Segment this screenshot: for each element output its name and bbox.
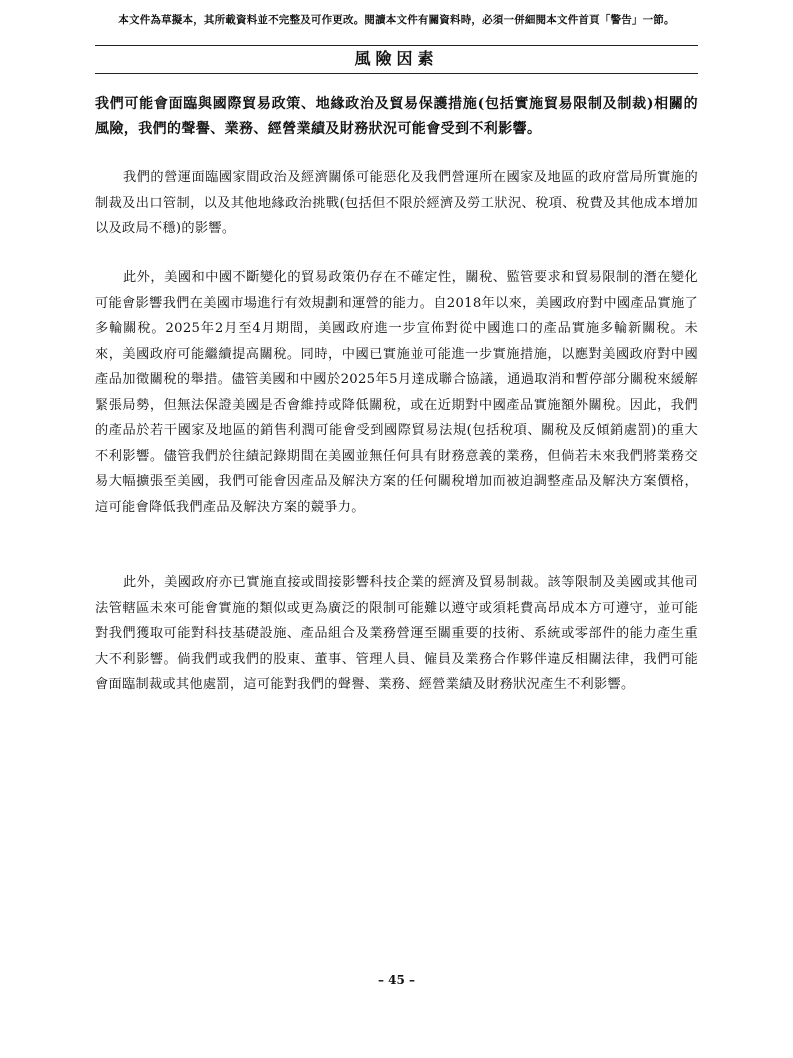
paragraph-2: 此外，美國和中國不斷變化的貿易政策仍存在不確定性，關稅、監管要求和貿易限制的潛在變化可能會影響我們在美國市場進行有效規劃和運營的能力。自2018年以來，美國政府對中國產品實施了多輪關稅。2025年2月至4月期間，美國政府進一步宣佈對從中國進口的產品實施多輪新關稅。未來，美國政府可能繼續提高關稅。同時，中國已實施並可能進一步實施措施，以應對美國政府對中國產品加徵關稅的舉措。儘管美國和中國於2025年5月達成聯合協議，通過取消和暫停部分關稅來緩解緊張局勢，但無法保證美國是否會維持或降低關稅，或在近期對中國產品實施額外關稅。因此，我們的產品於若干國家及地區的銷售利潤可能會受到國際貿易法規(包括稅項、關稅及反傾銷處罰)的重大不利影響。儘管我們於往績記錄期間在美國並無任何具有財務意義的業務，但倘若未來我們將業務交易大幅擴張至美國，我們可能會因產品及解決方案的任何關稅增加而被迫調整產品及解決方案價格，這可能會降低我們產品及解決方案的競爭力。 bbox=[95, 270, 698, 515]
paragraph-3: 此外，美國政府亦已實施直接或間接影響科技企業的經濟及貿易制裁。該等限制及美國或其他司法管轄區未來可能會實施的類似或更為廣泛的限制可能難以遵守或須耗費高昂成本方可遵守，並可能對我們獲取可能對科技基礎設施、產品組合及業務營運至關重要的技術、系統或零部件的能力產生重大不利影響。倘我們或我們的股東、董事、管理人員、僱員及業務合作夥伴違反相關法律，我們可能會面臨制裁或其他處罰，這可能對我們的聲譽、業務、經營業績及財務狀況產生不利影響。 bbox=[95, 575, 698, 692]
header-divider bbox=[95, 45, 698, 46]
page-number: – 45 – bbox=[377, 973, 416, 987]
section-title: 風險因素 bbox=[354, 49, 439, 68]
draft-warning-notice: 本文件為草擬本，其所載資料並不完整及可作更改。閱讀本文件有關資料時，必須一併細閱本文件首頁「警告」一節。 bbox=[118, 14, 675, 26]
section-title-divider bbox=[95, 73, 698, 74]
risk-heading: 我們可能會面臨與國際貿易政策、地緣政治及貿易保護措施(包括實施貿易限制及制裁)相關的風險，我們的聲譽、業務、經營業績及財務狀況可能會受到不利影響。 bbox=[95, 96, 698, 137]
paragraph-1: 我們的營運面臨國家間政治及經濟關係可能惡化及我們營運所在國家及地區的政府當局所實施的制裁及出口管制，以及其他地緣政治挑戰(包括但不限於經濟及勞工狀況、稅項、稅費及其他成本增加以及政局不穩)的影響。 bbox=[95, 170, 698, 236]
